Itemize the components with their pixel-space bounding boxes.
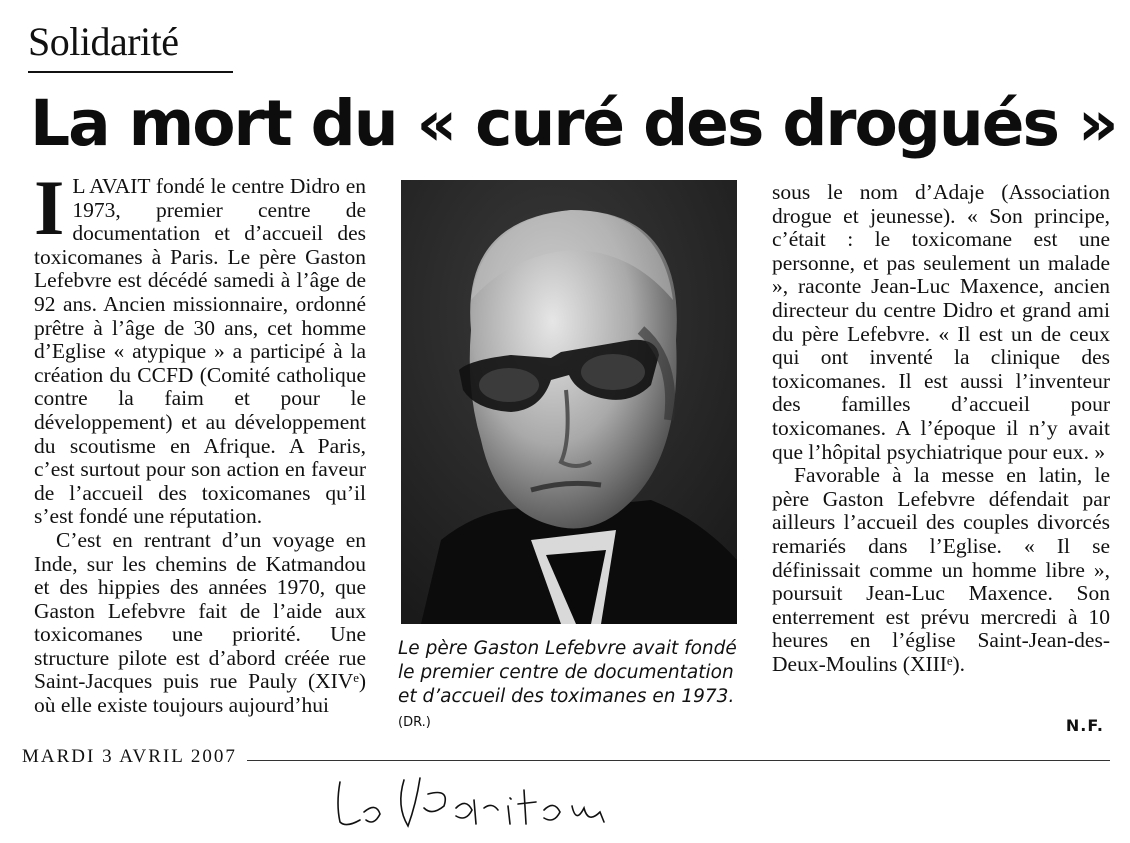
headline: La mort du « curé des drogués » xyxy=(30,87,1117,160)
publication-date: MARDI 3 AVRIL 2007 xyxy=(22,746,247,768)
handwritten-scribble xyxy=(332,768,632,836)
caption-text: Le père Gaston Lefebvre avait fondé le premier centre de documentation et d’accueil des toximanes en 1973. xyxy=(398,638,737,707)
article-column-left xyxy=(34,175,366,727)
portrait-photo xyxy=(401,180,737,624)
article-paragraph-4: Favorable à la messe en latin, le père Gaston Lefebvre défendait par ailleurs l’accueil des couples divorcés remariés dans l’Eglise. « Il se définissait comme un homme libre », poursuit Jean-Luc Maxence. Son enterrement est prévu mercredi à 10 heures en l’église Saint-Jean-des-Deux-Moulins (XIIIᵉ). xyxy=(772,463,1110,676)
paragraph-1-text: L AVAIT fondé le centre Didro en 1973, premier centre de documentation et d’accueil des toxicomanes à Paris. Le père Gaston Lefebvre est décédé samedi à l’âge de 92 ans. Ancien missionnaire, ordonné prêtre à l’âge de 30 ans, cet homme d’Eglise « atypique » a participé à la création du CCFD (Comité catholique contre la faim et pour le développement) et au développement du scoutisme en Afrique. A Paris, c’est surtout pour son action en faveur de l’accueil des toxicomanes qu’il s’est fondé une réputation. xyxy=(34,175,366,529)
article-paragraph-3: sous le nom d’Adaje (Association drogue et jeunesse). « Son principe, c’était : le toxicomane est une personne, et pas seulement un malade », raconte Jean-Luc Maxence, ancien directeur du centre Didro et grand ami du père Lefebvre. « Il est un de ceux qui ont inventé la clinique des toxicomanes. Il est aussi l’inventeur des familles d’accueil pour toxicomanes. A l’époque il n’y avait que l’hôpital psychiatrique pour eux. » xyxy=(772,181,1110,464)
portrait-illustration xyxy=(401,180,737,624)
article-column-right xyxy=(772,181,1110,721)
author-signature: N.F. xyxy=(1065,716,1104,735)
photo-credit: (DR.) xyxy=(398,715,431,730)
article-paragraph-2: C’est en rentrant d’un voyage en Inde, sur les chemins de Katmandou et des hippies des années 1970, que Gaston Lefebvre fait de l’aide aux toxicomanes une priorité. Une structure pilote est d’abord créée rue Saint-Jacques puis rue Pauly (XIVᵉ) où elle existe toujours aujourd’hui xyxy=(34,527,366,718)
kicker-underline xyxy=(28,71,233,73)
article-paragraph-1 xyxy=(34,175,366,529)
photo-caption xyxy=(398,637,743,735)
handwritten-source-note xyxy=(332,768,632,841)
section-kicker: Solidarité xyxy=(28,19,179,64)
drop-cap: I xyxy=(34,175,65,251)
